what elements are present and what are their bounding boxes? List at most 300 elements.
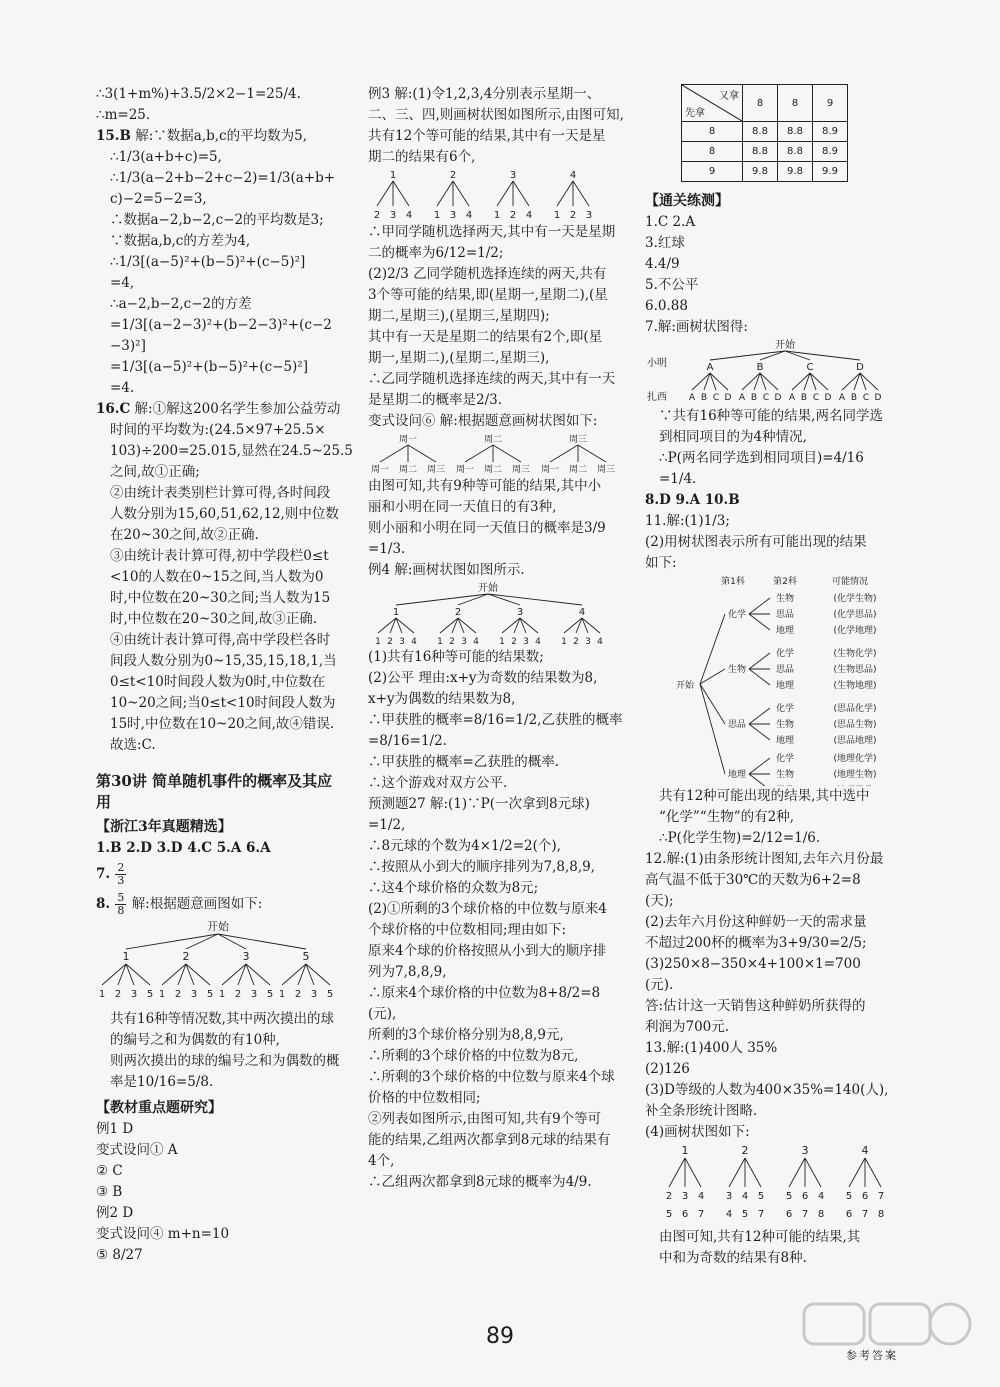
- line: 解:根据题意画图如下:: [131, 896, 263, 912]
- text-line: 例1 D: [96, 1121, 134, 1137]
- tree-branch: [700, 669, 725, 684]
- text-line: ∴甲获胜的概率=8/16=1/2,乙获胜的概率: [368, 712, 623, 728]
- text-line: 价格的中位数相同;: [368, 1090, 481, 1106]
- text-line: ③由统计表计算可得,初中学段栏0≤t: [110, 548, 329, 564]
- tree-label: 可能情况: [831, 577, 869, 587]
- tree-label: 2: [174, 989, 182, 1000]
- tree-branch: [393, 181, 409, 206]
- tree-label: 生物: [775, 594, 795, 604]
- text-line: ∴P(化学生物)=2/12=1/6.: [659, 830, 821, 846]
- tree-branch: [669, 1158, 685, 1187]
- tree-label: C: [712, 393, 720, 403]
- tree-label: 3: [516, 607, 524, 618]
- line: ∴m=25.: [96, 107, 151, 123]
- variant-6-cont: [368, 476, 618, 560]
- table-corner: 又拿 先拿: [682, 85, 743, 122]
- text-line: =1/3.: [368, 541, 406, 557]
- prediction-27: [368, 794, 618, 1193]
- tree-label: 6: [845, 1209, 853, 1220]
- text-line: 故选:C.: [110, 737, 156, 753]
- tree-label: (生物思品): [833, 665, 877, 675]
- tree-label: 4: [725, 1209, 733, 1220]
- tree-label: 地理: [775, 626, 795, 636]
- tree-label: (思品地理): [833, 736, 877, 746]
- tree-label: 3: [461, 637, 467, 647]
- tree-label: 周二: [398, 465, 418, 475]
- lecture-title: 第30讲 简单随机事件的概率及其应用: [96, 772, 333, 811]
- q7-solution: [645, 406, 900, 490]
- tree-label: 5: [741, 1209, 749, 1220]
- tree-label: 2: [741, 1144, 749, 1157]
- tree-label: 生物: [775, 720, 795, 730]
- text-line: 期一,星期二),(星期二,星期三),: [368, 350, 550, 366]
- tree-label: 2: [573, 637, 579, 647]
- tree-label: B: [850, 393, 858, 403]
- text-line: ∴这个游戏对双方公平.: [368, 775, 508, 791]
- tree-label: 思品: [775, 610, 795, 620]
- tree-branch: [437, 181, 453, 206]
- tree-label: 开始: [775, 340, 795, 351]
- text-line: 时间的平均数为:(24.5×97+25.5×: [110, 422, 326, 438]
- tree-label: 3: [509, 170, 517, 181]
- tree-label: 第2科: [773, 577, 797, 587]
- text-line: (2)2/3 乙同学随机选择连续的两天,共有: [368, 266, 607, 282]
- text-line: ∴乙同学随机选择连续的两天,其中有一天: [368, 371, 616, 387]
- tree-label: 3: [585, 210, 593, 221]
- tree-label: 3: [130, 989, 138, 1000]
- text-line: 11.解:(1)1/3;: [645, 513, 730, 529]
- tree-label: 4: [465, 210, 473, 221]
- tree-label: D: [774, 393, 782, 403]
- answer-choice: B: [119, 128, 131, 144]
- text-line: 1.C 2.A: [645, 214, 696, 230]
- tree-label: 3: [449, 210, 457, 221]
- tree-diagram: [96, 919, 341, 1009]
- tree-label: 3: [801, 1144, 809, 1157]
- tree-label: D: [856, 362, 864, 373]
- text-line: ② C: [96, 1163, 123, 1179]
- tree-label: 6: [801, 1191, 809, 1202]
- text-line: ∴乙组两次都拿到8元球的概率为4/9.: [368, 1174, 592, 1190]
- text-line: (1)共有16种等可能的结果数;: [368, 649, 544, 665]
- example-3: [368, 84, 624, 168]
- tree-label: (生物化学): [833, 649, 877, 659]
- fraction: $\frac{2}{3}$: [117, 861, 125, 887]
- tree-label: 1: [493, 210, 501, 221]
- text-line: (2)去年六月份这种鲜奶一天的需求量: [645, 914, 867, 930]
- tree-diagram: [368, 168, 618, 222]
- footer-label: 参考答案: [846, 1349, 898, 1362]
- text-line: 个球价格的中位数相同;理由如下:: [368, 922, 567, 938]
- text-line: 高气温不低于30℃的天数为6+2=8: [645, 872, 861, 888]
- tree-label: 周一: [370, 465, 390, 475]
- text-line: ∴甲获胜的概率=乙获胜的概率.: [368, 754, 560, 770]
- text-line: 是星期二的概率是2/3.: [368, 392, 503, 408]
- tree-branch: [865, 1158, 881, 1187]
- text-line: 原来4个球的价格按照从小到大的顺序排: [368, 943, 607, 959]
- tree-label: 2: [387, 637, 393, 647]
- text-line: 4.4/9: [645, 256, 680, 272]
- section-heading: 【浙江3年真题精选】: [96, 819, 232, 835]
- tree-label: 4: [741, 1191, 749, 1202]
- section-heading: 【通关练测】: [645, 193, 729, 209]
- line: 解:∵数据a,b,c的平均数为5,: [135, 128, 307, 144]
- tree-label: 1: [499, 637, 505, 647]
- text-line: 期二的结果有6个,: [368, 149, 476, 165]
- tree-branch: [557, 181, 573, 206]
- tree-label: 4: [411, 637, 417, 647]
- q13-solution: [645, 1038, 900, 1143]
- page-number: 89: [486, 1324, 514, 1349]
- tree-label: 1: [561, 637, 567, 647]
- tree-label: 2: [294, 989, 302, 1000]
- tree-branch: [488, 594, 582, 605]
- tree-diagram: [645, 574, 900, 786]
- text-line: 如下:: [645, 555, 677, 571]
- tree-label: C: [806, 362, 814, 373]
- text-line: 103)÷200=25.015,显然在24.5~25.5: [110, 443, 353, 459]
- text-line: 的编号之和为偶数的有10种,: [110, 1032, 280, 1048]
- text-line: 0≤t<10时间段人数为0时,中位数在: [110, 674, 326, 690]
- tree-label: 开始: [675, 681, 695, 691]
- text-line: 利润为700元.: [645, 1019, 730, 1035]
- table-header: 9: [813, 85, 848, 122]
- tree-label: C: [812, 393, 820, 403]
- text-line: c)−2=5−2=3,: [110, 191, 207, 207]
- text-line: 则小丽和小明在同一天值日的概率是3/9: [368, 520, 606, 536]
- tree-label: 3: [310, 989, 318, 1000]
- text-line: =8/16=1/2.: [368, 733, 447, 749]
- tree-label: 2: [569, 210, 577, 221]
- text-line: 5.不公平: [645, 277, 699, 293]
- tree-label: 2: [509, 210, 517, 221]
- text-line: 中和为奇数的结果有8种.: [659, 1250, 807, 1266]
- text-line: 补全条形统计图略.: [645, 1103, 758, 1119]
- text-line: =1/3[(a−2−3)²+(b−2−3)²+(c−2: [110, 317, 332, 333]
- tree-label: 2: [449, 170, 457, 181]
- table-row: 8 8.8 8.8 8.9: [682, 142, 848, 162]
- tree-label: 周二: [568, 465, 588, 475]
- text-line: ∴8元球的个数为4×1/2=2(个),: [368, 838, 561, 854]
- tree-label: 4: [473, 637, 479, 647]
- tree-label: (化学思品): [833, 610, 877, 620]
- tree-label: 1: [389, 170, 397, 181]
- fraction: $\frac{5}{8}$: [117, 891, 125, 917]
- text-line: ∴a−2,b−2,c−2的方差: [110, 296, 252, 312]
- tree-label: 1: [158, 989, 166, 1000]
- tree-label: 3: [190, 989, 198, 1000]
- tree-branch: [513, 181, 529, 206]
- tree-label: 小明: [647, 358, 667, 369]
- table-row: 9 9.8 9.8 9.9: [682, 162, 848, 182]
- q11-solution: [645, 511, 900, 574]
- tree-label: 2: [511, 637, 517, 647]
- text-line: ⑤ 8/27: [96, 1247, 143, 1263]
- tree-label: 4: [535, 637, 541, 647]
- tree-label: 7: [697, 1209, 705, 1220]
- tree-label: 5: [302, 950, 310, 963]
- tree-label: 周三: [426, 465, 446, 475]
- tree-label: 5: [326, 989, 334, 1000]
- text-line: ∴这4个球价格的众数为8元;: [368, 880, 539, 896]
- q13-cont: [645, 1227, 900, 1269]
- text-line: (天);: [645, 893, 674, 909]
- tree-label: 1: [98, 989, 106, 1000]
- tree-label: B: [750, 393, 758, 403]
- text-line: =1/4.: [659, 471, 697, 487]
- text-line: ∴1/3[(a−5)²+(b−5)²+(c−5)²]: [110, 254, 306, 270]
- tree-label: 7: [861, 1209, 869, 1220]
- tree-diagram: [368, 432, 618, 476]
- text-line: 在20~30之间,故②正确.: [110, 527, 259, 543]
- text-line: 则两次摸出的球的编号之和为偶数的概: [110, 1053, 340, 1069]
- text-line: 15时,中位数在10~20之间,故④错误.: [110, 716, 335, 732]
- text-line: =1/3[(a−5)²+(b−5)²+(c−5)²]: [110, 359, 308, 375]
- variant-6: [368, 411, 618, 432]
- tree-label: 5: [845, 1191, 853, 1202]
- tree-label: (思品生物): [833, 720, 877, 730]
- tree-label: 1: [218, 989, 226, 1000]
- table-header: 8: [743, 85, 778, 122]
- text-line: =4,: [110, 275, 135, 291]
- text-line: “化学”“生物”的有2种,: [659, 809, 794, 825]
- watermark-logo: [800, 1300, 975, 1365]
- tree-label: (地理生物): [833, 770, 877, 780]
- text-line: 由图可知,共有9种等可能的结果,其中小: [368, 478, 602, 494]
- tree-label: 2: [373, 210, 381, 221]
- tree-label: 地理: [775, 681, 795, 691]
- text-line: ∴所剩的3个球价格的中位数为8元,: [368, 1048, 579, 1064]
- tree-diagram: [645, 1143, 900, 1227]
- tree-branch: [745, 1158, 761, 1187]
- tree-label: 5: [266, 989, 274, 1000]
- tree-label: D: [824, 393, 832, 403]
- example-4-cont: [368, 647, 623, 794]
- tree-label: 地理: [775, 736, 795, 746]
- tree-label: 8: [877, 1209, 885, 1220]
- tree-label: 4: [405, 210, 413, 221]
- line: 解:①解这200名学生参加公益劳动: [134, 401, 341, 417]
- tree-label: A: [738, 393, 746, 403]
- tree-label: (化学生物): [833, 594, 877, 604]
- tree-label: 3: [523, 637, 529, 647]
- tree-label: 5: [665, 1209, 673, 1220]
- text-line: ∴数据a−2,b−2,c−2的平均数是3;: [110, 212, 324, 228]
- tree-label: 1: [122, 950, 130, 963]
- tree-label: 3: [242, 950, 250, 963]
- tree-branch: [749, 653, 770, 669]
- text-line: ∵数据a,b,c的方差为4,: [110, 233, 251, 249]
- text-line: (元),: [368, 1006, 397, 1022]
- column-1: [96, 84, 353, 1266]
- tree-label: 化学: [727, 610, 747, 620]
- tree-branch: [749, 669, 770, 685]
- text-line: 能的结果,乙组两次都拿到8元球的结果有: [368, 1132, 611, 1148]
- text-line: (3)250×8−350×4+100×1=700: [645, 956, 861, 972]
- tree-label: 化学: [775, 704, 795, 714]
- q16-solution: [96, 420, 353, 756]
- text-line: <10的人数在0~15之间,当人数为0: [110, 569, 324, 585]
- text-line: (2)126: [645, 1061, 690, 1077]
- text-line: 共有12种可能出现的结果,其中选中: [659, 788, 870, 804]
- tree-label: 5: [757, 1191, 765, 1202]
- example-3-cont: [368, 222, 618, 411]
- tree-label: 开始: [478, 583, 498, 594]
- q8-solution: [96, 1009, 341, 1093]
- text-line: 之间,故①正确;: [110, 464, 200, 480]
- tree-label: 1: [437, 637, 443, 647]
- text-line: 3个等可能的结果,即(星期一,星期二),(星: [368, 287, 608, 303]
- tree-label: 1: [375, 637, 381, 647]
- tree-label: 4: [697, 1191, 705, 1202]
- answers-line: 8.D 9.A 10.B: [645, 492, 740, 508]
- tree-branch: [493, 445, 521, 462]
- q11-cont: [645, 786, 900, 849]
- tree-label: 6: [681, 1209, 689, 1220]
- tree-label: (化学地理): [833, 626, 877, 636]
- example-4: [368, 560, 618, 581]
- tree-branch: [789, 1158, 805, 1187]
- tree-branch: [700, 684, 725, 724]
- tree-label: A: [706, 362, 714, 373]
- tree-label: 周二: [483, 435, 503, 445]
- tree-branch: [749, 724, 770, 740]
- q12-solution: [645, 849, 900, 1038]
- tree-diagram: [645, 338, 900, 406]
- tree-label: 4: [597, 637, 603, 647]
- tree-label: 2: [114, 989, 122, 1000]
- tree-label: 2: [234, 989, 242, 1000]
- tree-label: 2: [454, 607, 462, 618]
- tree-branch: [749, 758, 770, 774]
- tree-branch: [126, 934, 218, 949]
- text-line: ∴按照从小到大的顺序排列为7,8,8,9,: [368, 859, 596, 875]
- question-number: 7.: [96, 866, 111, 882]
- tree-branch: [805, 1158, 821, 1187]
- text-line: 答:估计这一天销售这种鲜奶所获得的: [645, 998, 866, 1014]
- tree-label: C: [862, 393, 870, 403]
- text-line: 共有12个等可能的结果,其中有一天是星: [368, 128, 606, 144]
- answer-choice: C: [119, 401, 131, 417]
- tree-label: 7: [801, 1209, 809, 1220]
- column-3: [645, 84, 900, 1269]
- tree-label: 8: [817, 1209, 825, 1220]
- tree-branch: [749, 774, 770, 786]
- text-line: ∴原来4个球价格的中位数为8+8/2=8: [368, 985, 601, 1001]
- text-line: ②由统计表类别栏计算可得,各时间段: [110, 485, 331, 501]
- tree-label: D: [874, 393, 882, 403]
- text-line: −3)²]: [110, 338, 146, 354]
- text-line: 例4 解:画树状图如图所示.: [368, 562, 525, 578]
- text-line: 13.解:(1)400人 35%: [645, 1040, 778, 1056]
- tree-label: D: [724, 393, 732, 403]
- text-line: 例2 D: [96, 1205, 134, 1221]
- text-line: 变式设问⑥ 解:根据题意画树状图如下:: [368, 413, 598, 429]
- tree-label: B: [800, 393, 808, 403]
- tree-label: 2: [449, 637, 455, 647]
- tree-branch: [749, 614, 770, 630]
- text-line: 6.0.88: [645, 298, 688, 314]
- text-line: 时,中位数在20~30之间;当人数为15: [110, 590, 331, 606]
- question-number: 16.: [96, 401, 120, 417]
- tree-label: 思品: [775, 665, 795, 675]
- question-number: 8.: [96, 896, 111, 912]
- tree-label: A: [688, 393, 696, 403]
- text-line: 间段人数分别为0~15,35,15,18,1,当: [110, 653, 337, 669]
- text-line: 12.解:(1)由条形统计图知,去年六月份最: [645, 851, 884, 867]
- text-line: 7.解:画树状图得:: [645, 319, 748, 335]
- text-line: 所剩的3个球价格分别为8,8,9元,: [368, 1027, 564, 1043]
- tree-label: 思品: [727, 720, 747, 730]
- tree-label: 3: [389, 210, 397, 221]
- tree-label: 3: [585, 637, 591, 647]
- text-line: 期二,星期三),(星期三,星期四);: [368, 308, 550, 324]
- price-table: [681, 84, 848, 182]
- question-number: 15.: [96, 128, 120, 144]
- tree-label: 扎西: [647, 392, 667, 403]
- text-line: ③ B: [96, 1184, 123, 1200]
- text-line: 3.红球: [645, 235, 685, 251]
- text-line: 其中有一天是星期二的结果有2个,即(星: [368, 329, 603, 345]
- example-answers: [96, 1119, 341, 1266]
- tree-branch: [380, 445, 408, 462]
- q15-solution: [96, 147, 341, 399]
- tree-label: (地理化学): [833, 754, 877, 764]
- tree-branch: [497, 181, 513, 206]
- tree-label: 周一: [540, 465, 560, 475]
- section-heading: 【教材重点题研究】: [96, 1100, 222, 1116]
- tree-branch: [700, 684, 725, 774]
- text-line: ∵共有16种等可能的结果,两名同学选: [659, 408, 883, 424]
- text-line: (3)D等级的人数为400×35%=140(人),: [645, 1082, 889, 1098]
- tree-branch: [453, 181, 469, 206]
- tree-branch: [685, 1158, 701, 1187]
- table-header: 8: [778, 85, 813, 122]
- tree-label: 周三: [511, 465, 531, 475]
- text-line: 由图可知,共有12种可能的结果,其: [659, 1229, 861, 1245]
- text-line: ∴所剩的3个球价格的中位数与原来4个球: [368, 1069, 615, 1085]
- tree-label: 4: [525, 210, 533, 221]
- text-line: (元).: [645, 977, 674, 993]
- tree-label: 开始: [207, 920, 229, 933]
- text-line: ∴1/3(a−2+b−2+c−2)=1/3(a+b+: [110, 170, 336, 186]
- text-line: (2)①所剩的3个球价格的中位数与原来4: [368, 901, 607, 917]
- tree-branch: [377, 181, 393, 206]
- text-line: 10~20之间;当0≤t<10时间段人数为: [110, 695, 336, 711]
- tree-label: 3: [725, 1191, 733, 1202]
- tree-label: 周三: [596, 465, 616, 475]
- tree-label: 生物: [727, 665, 747, 675]
- text-line: x+y为偶数的结果数为8,: [368, 691, 516, 707]
- tree-branch: [408, 445, 436, 462]
- tree-label: 3: [681, 1191, 689, 1202]
- tree-label: 1: [278, 989, 286, 1000]
- text-line: 时,中位数在20~30之间,故③正确.: [110, 611, 318, 627]
- column-2: [368, 84, 624, 1193]
- tree-label: 3: [399, 637, 405, 647]
- tree-label: 1: [681, 1144, 689, 1157]
- tree-branch: [729, 1158, 745, 1187]
- tree-label: C: [762, 393, 770, 403]
- tree-branch: [849, 1158, 865, 1187]
- text-line: 预测题27 解:(1)∵P(一次拿到8元球): [368, 796, 590, 812]
- text-line: 例3 解:(1)令1,2,3,4分别表示星期一、: [368, 86, 601, 102]
- tree-label: 7: [757, 1209, 765, 1220]
- tree-label: 4: [861, 1144, 869, 1157]
- answers-line: 1.B 2.D 3.D 4.C 5.A 6.A: [96, 840, 271, 856]
- tree-label: A: [788, 393, 796, 403]
- tree-label: 周一: [455, 465, 475, 475]
